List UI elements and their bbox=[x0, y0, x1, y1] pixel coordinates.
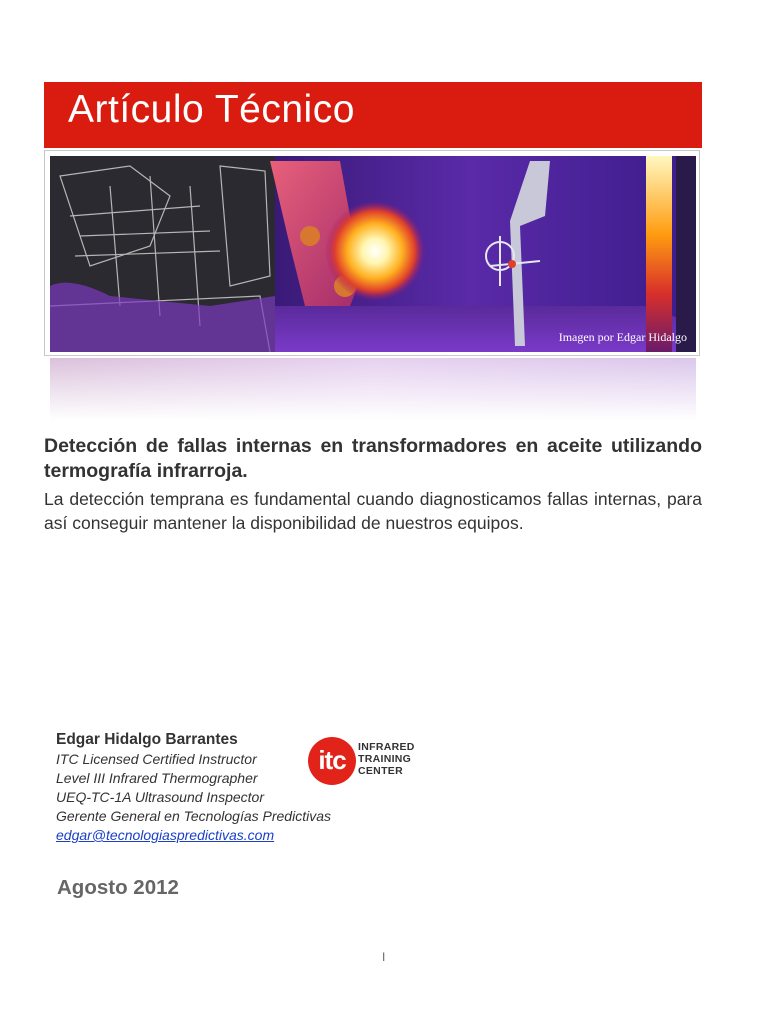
itc-logo-mark: itc bbox=[308, 737, 356, 785]
author-name: Edgar Hidalgo Barrantes bbox=[56, 731, 238, 748]
article-subtitle: La detección temprana es fundamental cuando diagnosticamos fallas internas, para así conseguir mantener la disponibilidad de nuestros equipos. bbox=[44, 489, 702, 533]
author-credential: UEQ-TC-1A Ultrasound Inspector bbox=[56, 789, 264, 805]
publication-date: Agosto 2012 bbox=[57, 876, 179, 899]
image-reflection bbox=[50, 358, 696, 420]
logo-text-line: CENTER bbox=[358, 765, 403, 777]
itc-logo-text bbox=[358, 741, 415, 777]
thermal-image bbox=[50, 156, 696, 352]
author-credential: Gerente General en Tecnologías Predictivas bbox=[56, 808, 331, 824]
page-number: I bbox=[382, 950, 386, 964]
thermal-image-frame bbox=[44, 150, 700, 356]
image-credit: Imagen por Edgar Hidalgo bbox=[558, 330, 687, 344]
logo-text-line: TRAINING bbox=[358, 753, 412, 765]
logo-text-line: INFRARED bbox=[358, 741, 415, 753]
title-banner bbox=[44, 82, 702, 148]
itc-logo bbox=[308, 737, 428, 787]
author-credential: ITC Licensed Certified Instructor bbox=[56, 751, 257, 767]
author-email-link[interactable]: edgar@tecnologiaspredictivas.com bbox=[56, 827, 275, 843]
article-headline: Detección de fallas internas en transformadores en aceite utilizando termografía infrarroja. bbox=[44, 435, 702, 482]
page-title: Artículo Técnico bbox=[68, 88, 355, 131]
author-credential: Level III Infrared Thermographer bbox=[56, 770, 258, 786]
